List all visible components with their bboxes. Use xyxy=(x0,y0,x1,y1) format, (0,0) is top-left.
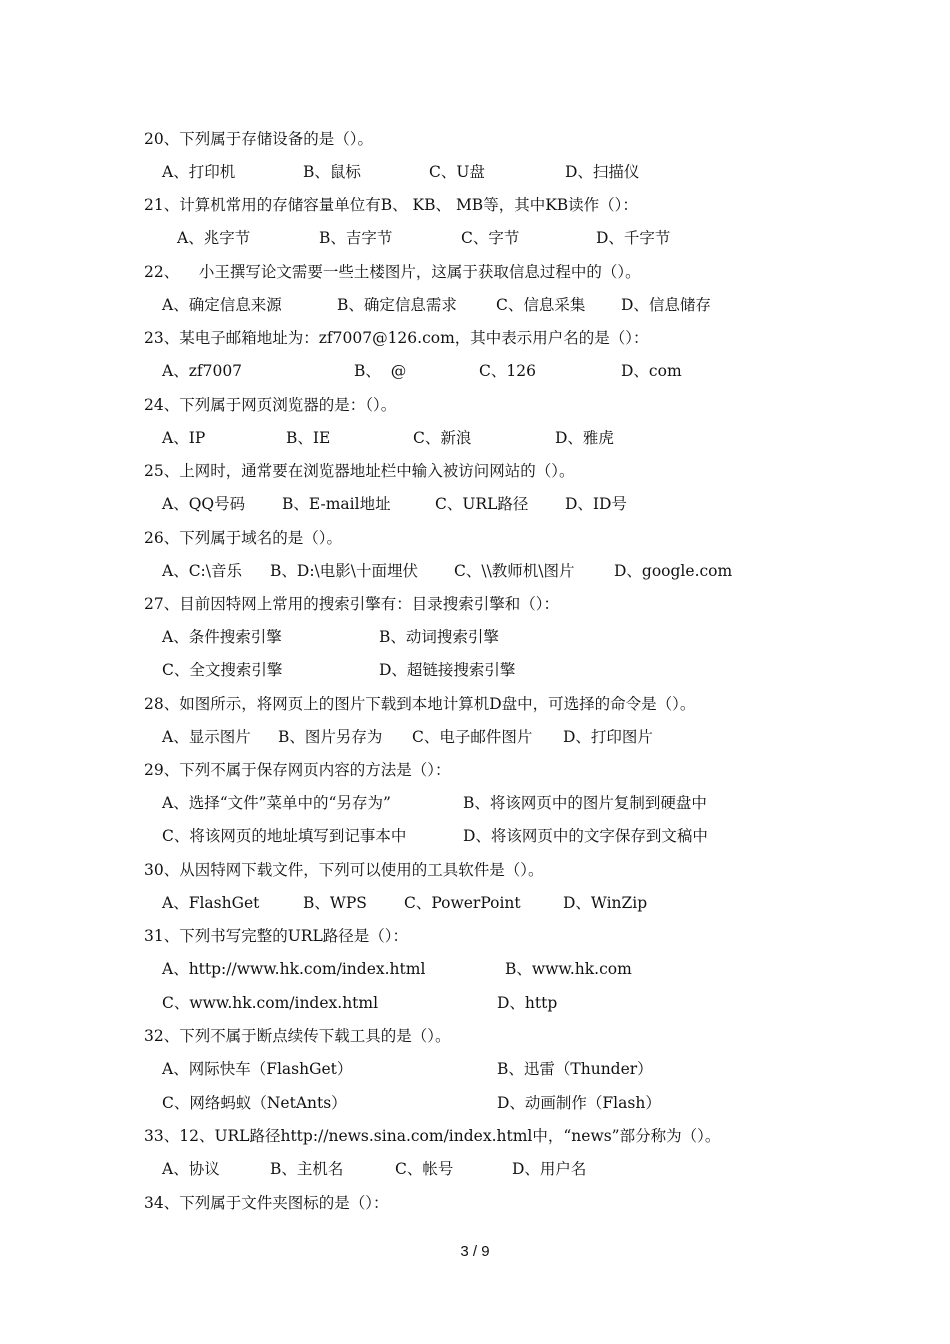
option-27-a: A、条件搜索引擎 xyxy=(162,628,282,646)
option-23-b: B、 @ xyxy=(354,362,407,380)
option-25-d: D、ID号 xyxy=(565,495,627,513)
question-34: 34、下列属于文件夹图标的是（）： xyxy=(144,1194,389,1212)
question-32: 32、下列不属于断点续传下载工具的是（）。 xyxy=(144,1027,451,1045)
option-32-d: D、动画制作（Flash） xyxy=(497,1094,661,1112)
option-24-c: C、新浪 xyxy=(413,429,472,447)
option-22-c: C、信息采集 xyxy=(496,296,586,314)
option-33-b: B、主机名 xyxy=(270,1160,344,1178)
option-20-c: C、U盘 xyxy=(429,163,485,181)
option-32-c: C、网络蚂蚁（NetAnts） xyxy=(162,1094,347,1112)
question-22: 22、 小王撰写论文需要一些土楼图片，这属于获取信息过程中的（）。 xyxy=(144,263,641,281)
option-21-d: D、千字节 xyxy=(596,229,671,247)
question-30: 30、从因特网下载文件，下列可以使用的工具软件是（）。 xyxy=(144,861,544,879)
option-22-a: A、确定信息来源 xyxy=(162,296,282,314)
option-33-a: A、协议 xyxy=(162,1160,220,1178)
option-32-a: A、网际快车（FlashGet） xyxy=(162,1060,353,1078)
option-23-a: A、zf7007 xyxy=(162,362,243,380)
option-29-c: C、将该网页的地址填写到记事本中 xyxy=(162,827,407,845)
option-27-d: D、超链接搜索引擎 xyxy=(379,661,516,679)
option-31-c: C、www.hk.com/index.html xyxy=(162,994,379,1012)
option-29-d: D、将该网页中的文字保存到文稿中 xyxy=(463,827,708,845)
question-28: 28、如图所示，将网页上的图片下载到本地计算机D盘中，可选择的命令是（）。 xyxy=(144,695,696,713)
question-27: 27、目前因特网上常用的搜索引擎有：目录搜索引擎和（）： xyxy=(144,595,559,613)
option-28-d: D、打印图片 xyxy=(563,728,653,746)
question-23: 23、某电子邮箱地址为：zf7007@126.com，其中表示用户名的是（）： xyxy=(144,329,649,347)
option-20-b: B、鼠标 xyxy=(303,163,361,181)
page-number: 3 / 9 xyxy=(460,1243,490,1260)
option-31-a: A、http://www.hk.com/index.html xyxy=(162,960,426,978)
question-26: 26、下列属于域名的是（）。 xyxy=(144,529,342,547)
question-21: 21、计算机常用的存储容量单位有B、 KB、 MB等，其中KB读作（）： xyxy=(144,196,638,214)
option-30-a: A、FlashGet xyxy=(162,894,260,912)
option-24-b: B、IE xyxy=(286,429,331,447)
option-33-d: D、用户名 xyxy=(512,1160,587,1178)
option-27-c: C、全文搜索引擎 xyxy=(162,661,283,679)
option-26-a: A、C:\音乐 xyxy=(162,562,242,580)
option-21-b: B、吉字节 xyxy=(319,229,393,247)
question-24: 24、下列属于网页浏览器的是：（）。 xyxy=(144,396,397,414)
option-25-b: B、E-mail地址 xyxy=(282,495,391,513)
option-21-a: A、兆字节 xyxy=(177,229,251,247)
question-31: 31、下列书写完整的URL路径是（）： xyxy=(144,927,409,945)
option-23-c: C、126 xyxy=(479,362,536,380)
option-22-b: B、确定信息需求 xyxy=(337,296,457,314)
option-21-c: C、字节 xyxy=(461,229,520,247)
option-28-c: C、电子邮件图片 xyxy=(412,728,533,746)
option-31-d: D、http xyxy=(497,994,558,1012)
option-28-b: B、图片另存为 xyxy=(278,728,383,746)
question-20: 20、下列属于存储设备的是（）。 xyxy=(144,130,373,148)
option-24-d: D、雅虎 xyxy=(555,429,614,447)
question-33: 33、12、URL路径http://news.sina.com/index.html中，“news”部分称为（）。 xyxy=(144,1127,721,1145)
option-32-b: B、迅雷（Thunder） xyxy=(497,1060,653,1078)
option-26-c: C、\\教师机\图片 xyxy=(454,562,575,580)
option-25-a: A、QQ号码 xyxy=(162,495,246,513)
option-27-b: B、动词搜索引擎 xyxy=(379,628,499,646)
option-29-a: A、选择“文件”菜单中的“另存为” xyxy=(162,794,391,812)
option-30-c: C、PowerPoint xyxy=(404,894,521,912)
question-29: 29、下列不属于保存网页内容的方法是（）： xyxy=(144,761,451,779)
option-29-b: B、将该网页中的图片复制到硬盘中 xyxy=(463,794,707,812)
option-20-a: A、打印机 xyxy=(162,163,236,181)
question-25: 25、上网时，通常要在浏览器地址栏中输入被访问网站的（）。 xyxy=(144,462,575,480)
option-30-b: B、WPS xyxy=(303,894,367,912)
option-26-b: B、D:\电影\十面埋伏 xyxy=(270,562,418,580)
option-25-c: C、URL路径 xyxy=(435,495,529,513)
option-26-d: D、google.com xyxy=(614,562,733,580)
option-30-d: D、WinZip xyxy=(563,894,648,912)
option-31-b: B、www.hk.com xyxy=(505,960,632,978)
option-23-d: D、com xyxy=(621,362,682,380)
option-22-d: D、信息储存 xyxy=(621,296,711,314)
option-28-a: A、显示图片 xyxy=(162,728,251,746)
option-24-a: A、IP xyxy=(162,429,206,447)
option-33-c: C、帐号 xyxy=(395,1160,454,1178)
option-20-d: D、扫描仪 xyxy=(565,163,640,181)
